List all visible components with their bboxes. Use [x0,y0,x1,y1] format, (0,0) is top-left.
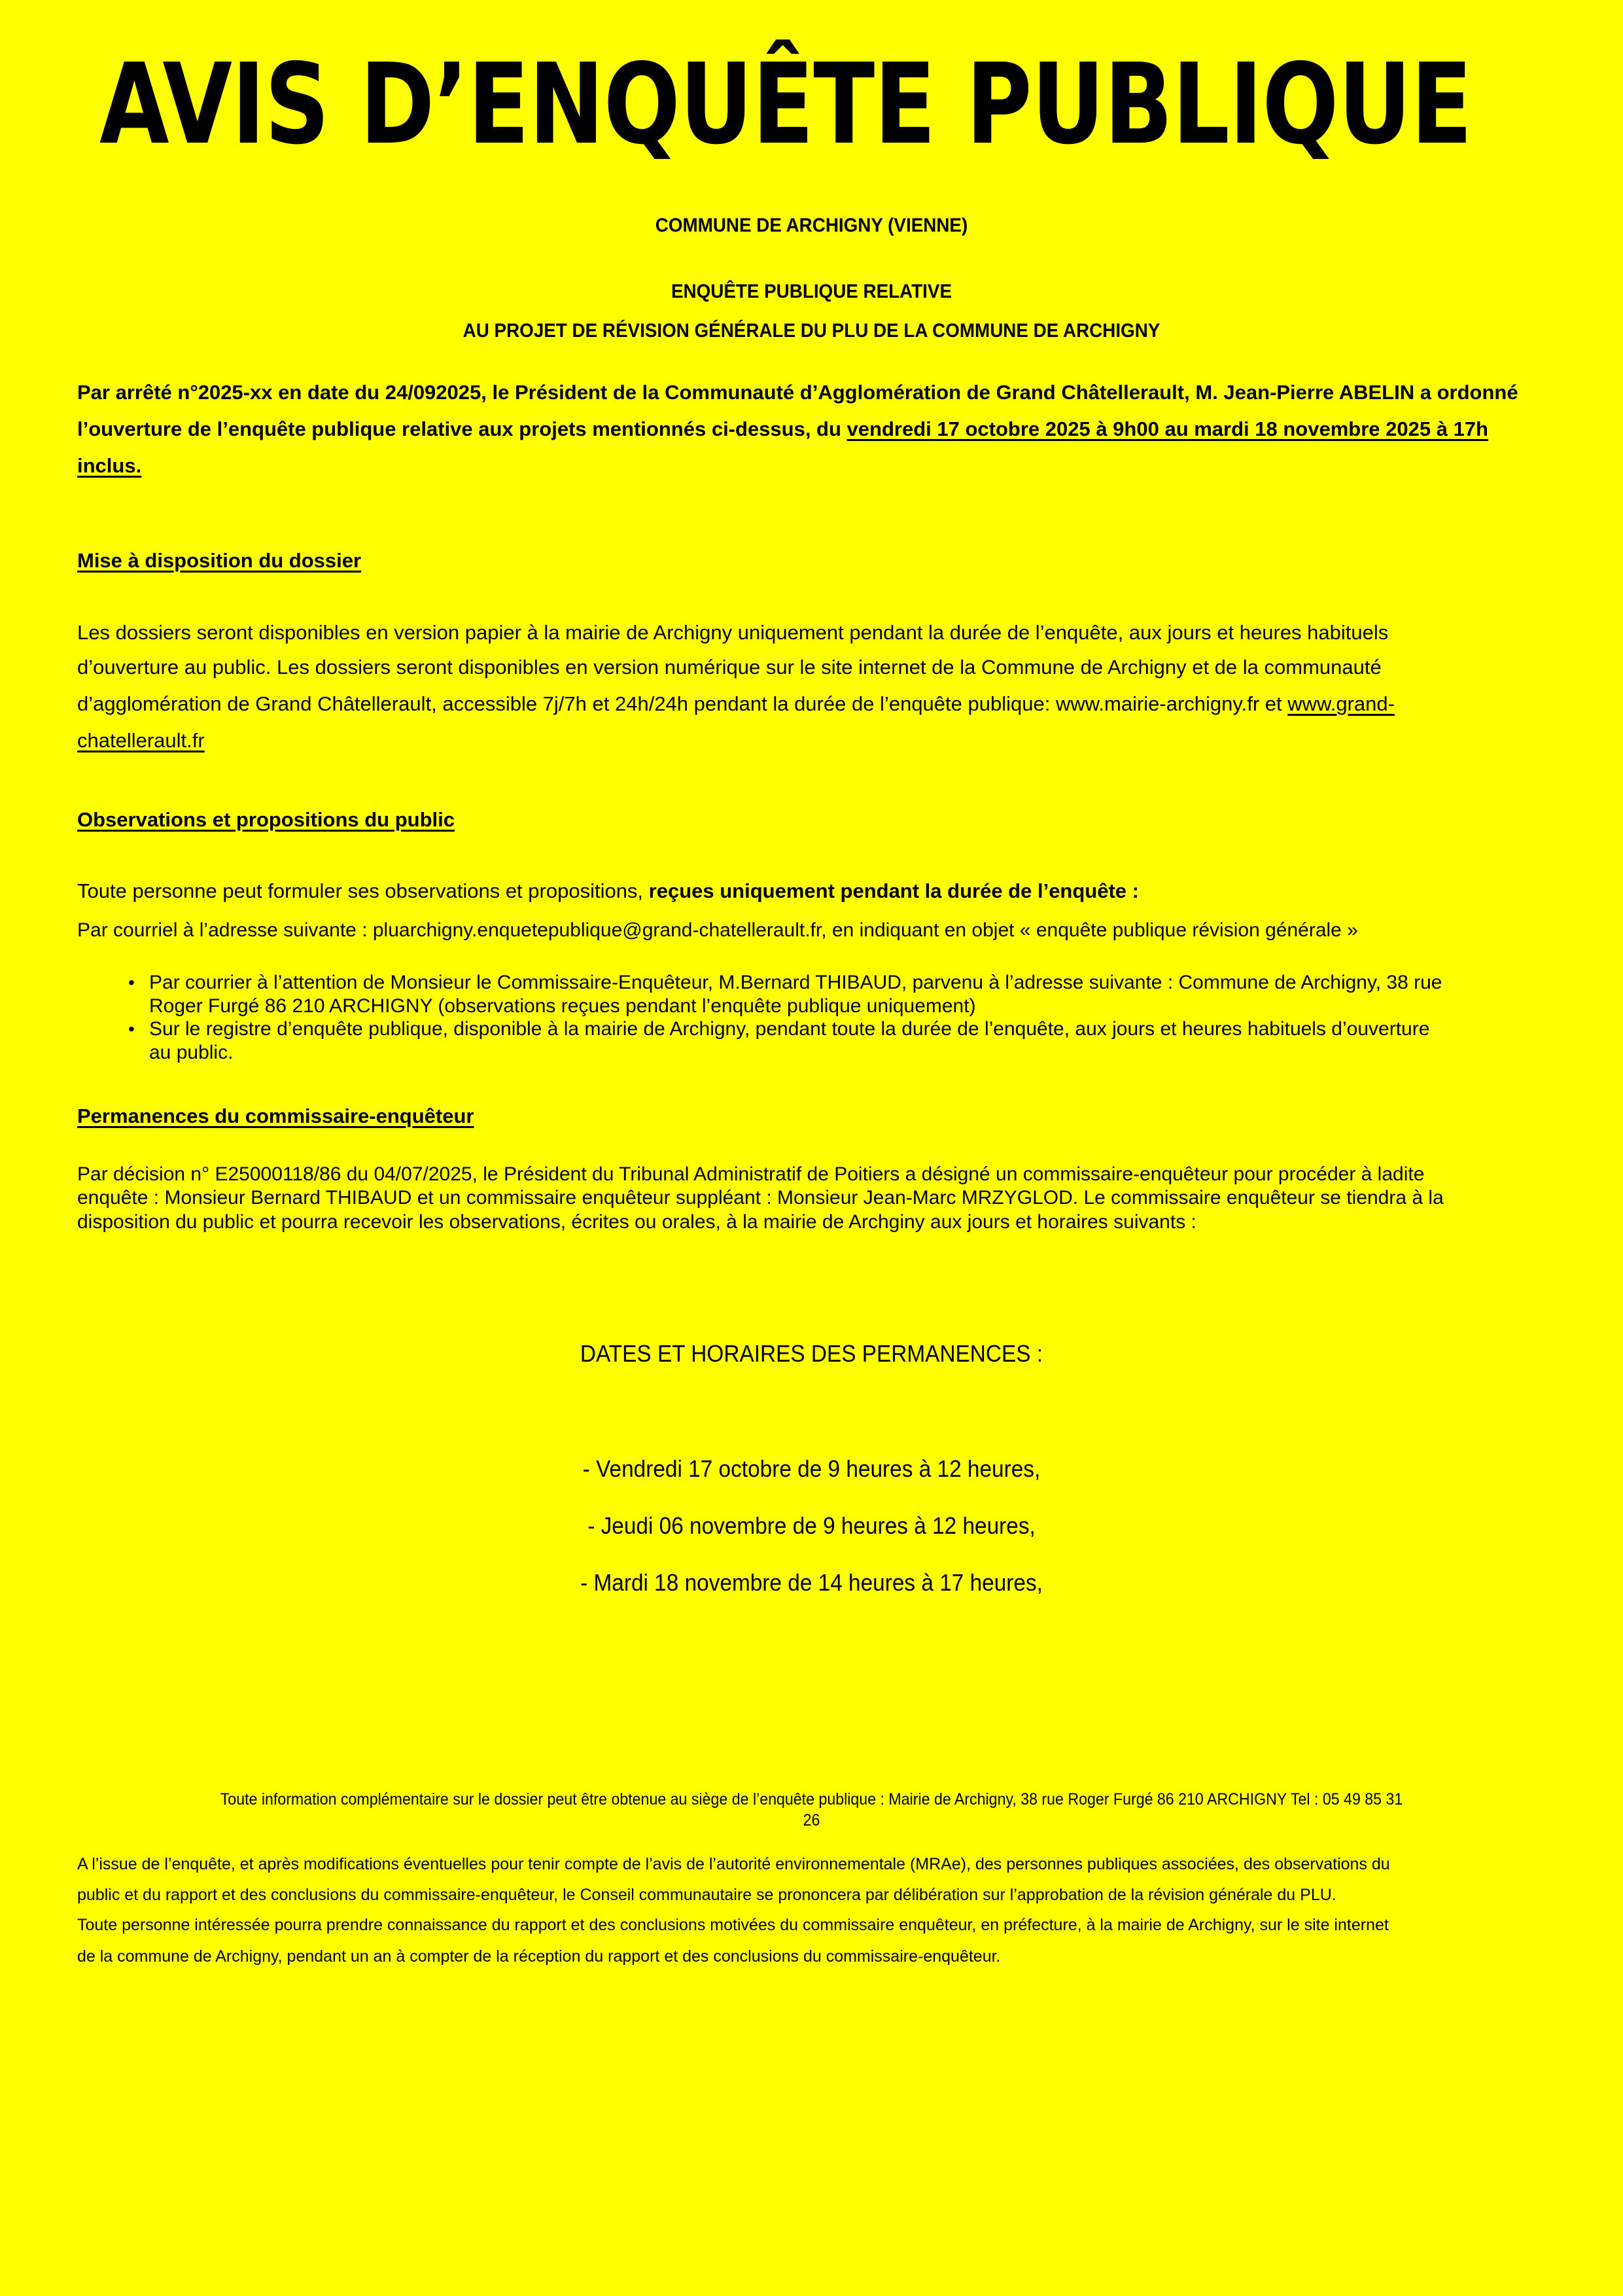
permanences-line: enquête : Monsieur Bernard THIBAUD et un commissaire enquêteur suppléant : Monsieur Jean-Marc MRZYGLOD. Le commissaire enquêteur se tiendra à la [77,1187,1444,1209]
footer-line: public et du rapport et des conclusions du commissaire-enquêteur, le Conseil communautaire se prononcera par délibération sur l’approbation de la révision générale du PLU. [77,1886,1336,1904]
bullet-item-registre-cont: au public. [149,1042,234,1063]
permanences-line: disposition du public et pourra recevoir les observations, écrites ou orales, à la mairie de Archginy aux jours et horaires suivants : [77,1211,1196,1233]
arrete-line-2 [77,417,1488,441]
section-heading-dossier: Mise à disposition du dossier [77,549,362,572]
date-item: - Mardi 18 novembre de 14 heures à 17 heures, [580,1569,1043,1596]
dossier-line: Les dossiers seront disponibles en version papier à la mairie de Archigny uniquement pendant la durée de l’enquête, aux jours et heures habituels [77,621,1389,644]
website-link-continued[interactable]: chatellerault.fr [77,729,205,752]
footer-line: A l’issue de l’enquête, et après modifications éventuelles pour tenir compte de l’avis de l’autorité environnementale (MRAe), des personnes publiques associées, des observations du [77,1855,1390,1873]
dossier-line [77,692,1395,716]
bullet-icon: • [128,1019,135,1039]
permanences-line: Par décision n° E25000118/86 du 04/07/2025, le Président du Tribunal Administratif de Poitiers a désigné un commissaire-enquêteur pour procéder à ladite [77,1163,1425,1185]
bullet-item-courrier: Par courrier à l’attention de Monsieur le Commissaire-Enquêteur, M.Bernard THIBAUD, parvenu à l’adresse suivante : Commune de Archigny, 38 rue [149,972,1442,993]
section-heading-observations: Observations et propositions du public [77,808,455,831]
arrete-line-3: inclus. [77,454,142,477]
courriel-line: Par courriel à l’adresse suivante : pluarchigny.enquetepublique@grand-chatellerault.fr, en indiquant en objet « enquête publique révision générale » [77,919,1358,941]
arrete-line-1: Par arrêté n°2025-xx en date du 24/092025, le Président de la Communauté d’Agglomération de Grand Châtellerault, M. Jean-Pierre ABELIN a ordonné [77,381,1518,404]
intro-text: Toute personne peut formuler ses observations et propositions, [77,879,649,902]
commune-heading: COMMUNE DE ARCHIGNY (VIENNE) [655,215,968,236]
dossier-line: d’ouverture au public. Les dossiers seront disponibles en version numérique sur le site internet de la Commune de Archigny et de la communauté [77,656,1382,679]
enquete-dates: vendredi 17 octobre 2025 à 9h00 au mardi 18 novembre 2025 à 17h [846,417,1488,440]
website-link[interactable]: www.grand- [1287,692,1395,715]
subject-line-2: AU PROJET DE RÉVISION GÉNÉRALE DU PLU DE LA COMMUNE DE ARCHIGNY [462,320,1161,342]
observations-intro [77,879,1139,903]
page-title: AVIS D’ENQUÊTE PUBLIQUE [99,40,1472,169]
bullet-icon: • [128,972,135,993]
intro-bold-text: reçues uniquement pendant la durée de l’enquête : [648,879,1139,902]
dossier-text: d’agglomération de Grand Châtellerault, accessible 7j/7h et 24h/24h pendant la durée de l’enquête publique: www.mairie-archigny.fr et [77,692,1288,715]
bullet-item-registre: Sur le registre d’enquête publique, disponible à la mairie de Archigny, pendant toute la durée de l’enquête, aux jours et heures habituels d’ouverture [149,1018,1430,1040]
footer-line: Toute personne intéressée pourra prendre connaissance du rapport et des conclusions motivées du commissaire enquêteur, en préfecture, à la mairie de Archigny, sur le site internet [77,1916,1389,1934]
bullet-item-courrier-cont: Roger Furgé 86 210 ARCHIGNY (observations reçues pendant l’enquête publique uniquement) [149,995,976,1017]
footer-line: de la commune de Archigny, pendant un an à compter de la réception du rapport et des conclusions du commissaire-enquêteur. [77,1947,1001,1966]
arrete-text: l’ouverture de l’enquête publique relative aux projets mentionnés ci-dessus, du [77,417,847,440]
section-heading-permanences: Permanences du commissaire-enquêteur [77,1104,474,1127]
subject-line-1: ENQUÊTE PUBLIQUE RELATIVE [671,281,952,302]
dates-title: DATES ET HORAIRES DES PERMANENCES : [580,1340,1043,1367]
date-item: - Jeudi 06 novembre de 9 heures à 12 heures, [587,1512,1036,1539]
footer-info-cont: 26 [803,1811,820,1829]
date-item: - Vendredi 17 octobre de 9 heures à 12 heures, [582,1455,1041,1482]
footer-info: Toute information complémentaire sur le dossier peut être obtenue au siège de l’enquête publique : Mairie de Archigny, 38 rue Roger Furgé 86 210 ARCHIGNY Tel : 05 49 85 31 [220,1790,1403,1809]
